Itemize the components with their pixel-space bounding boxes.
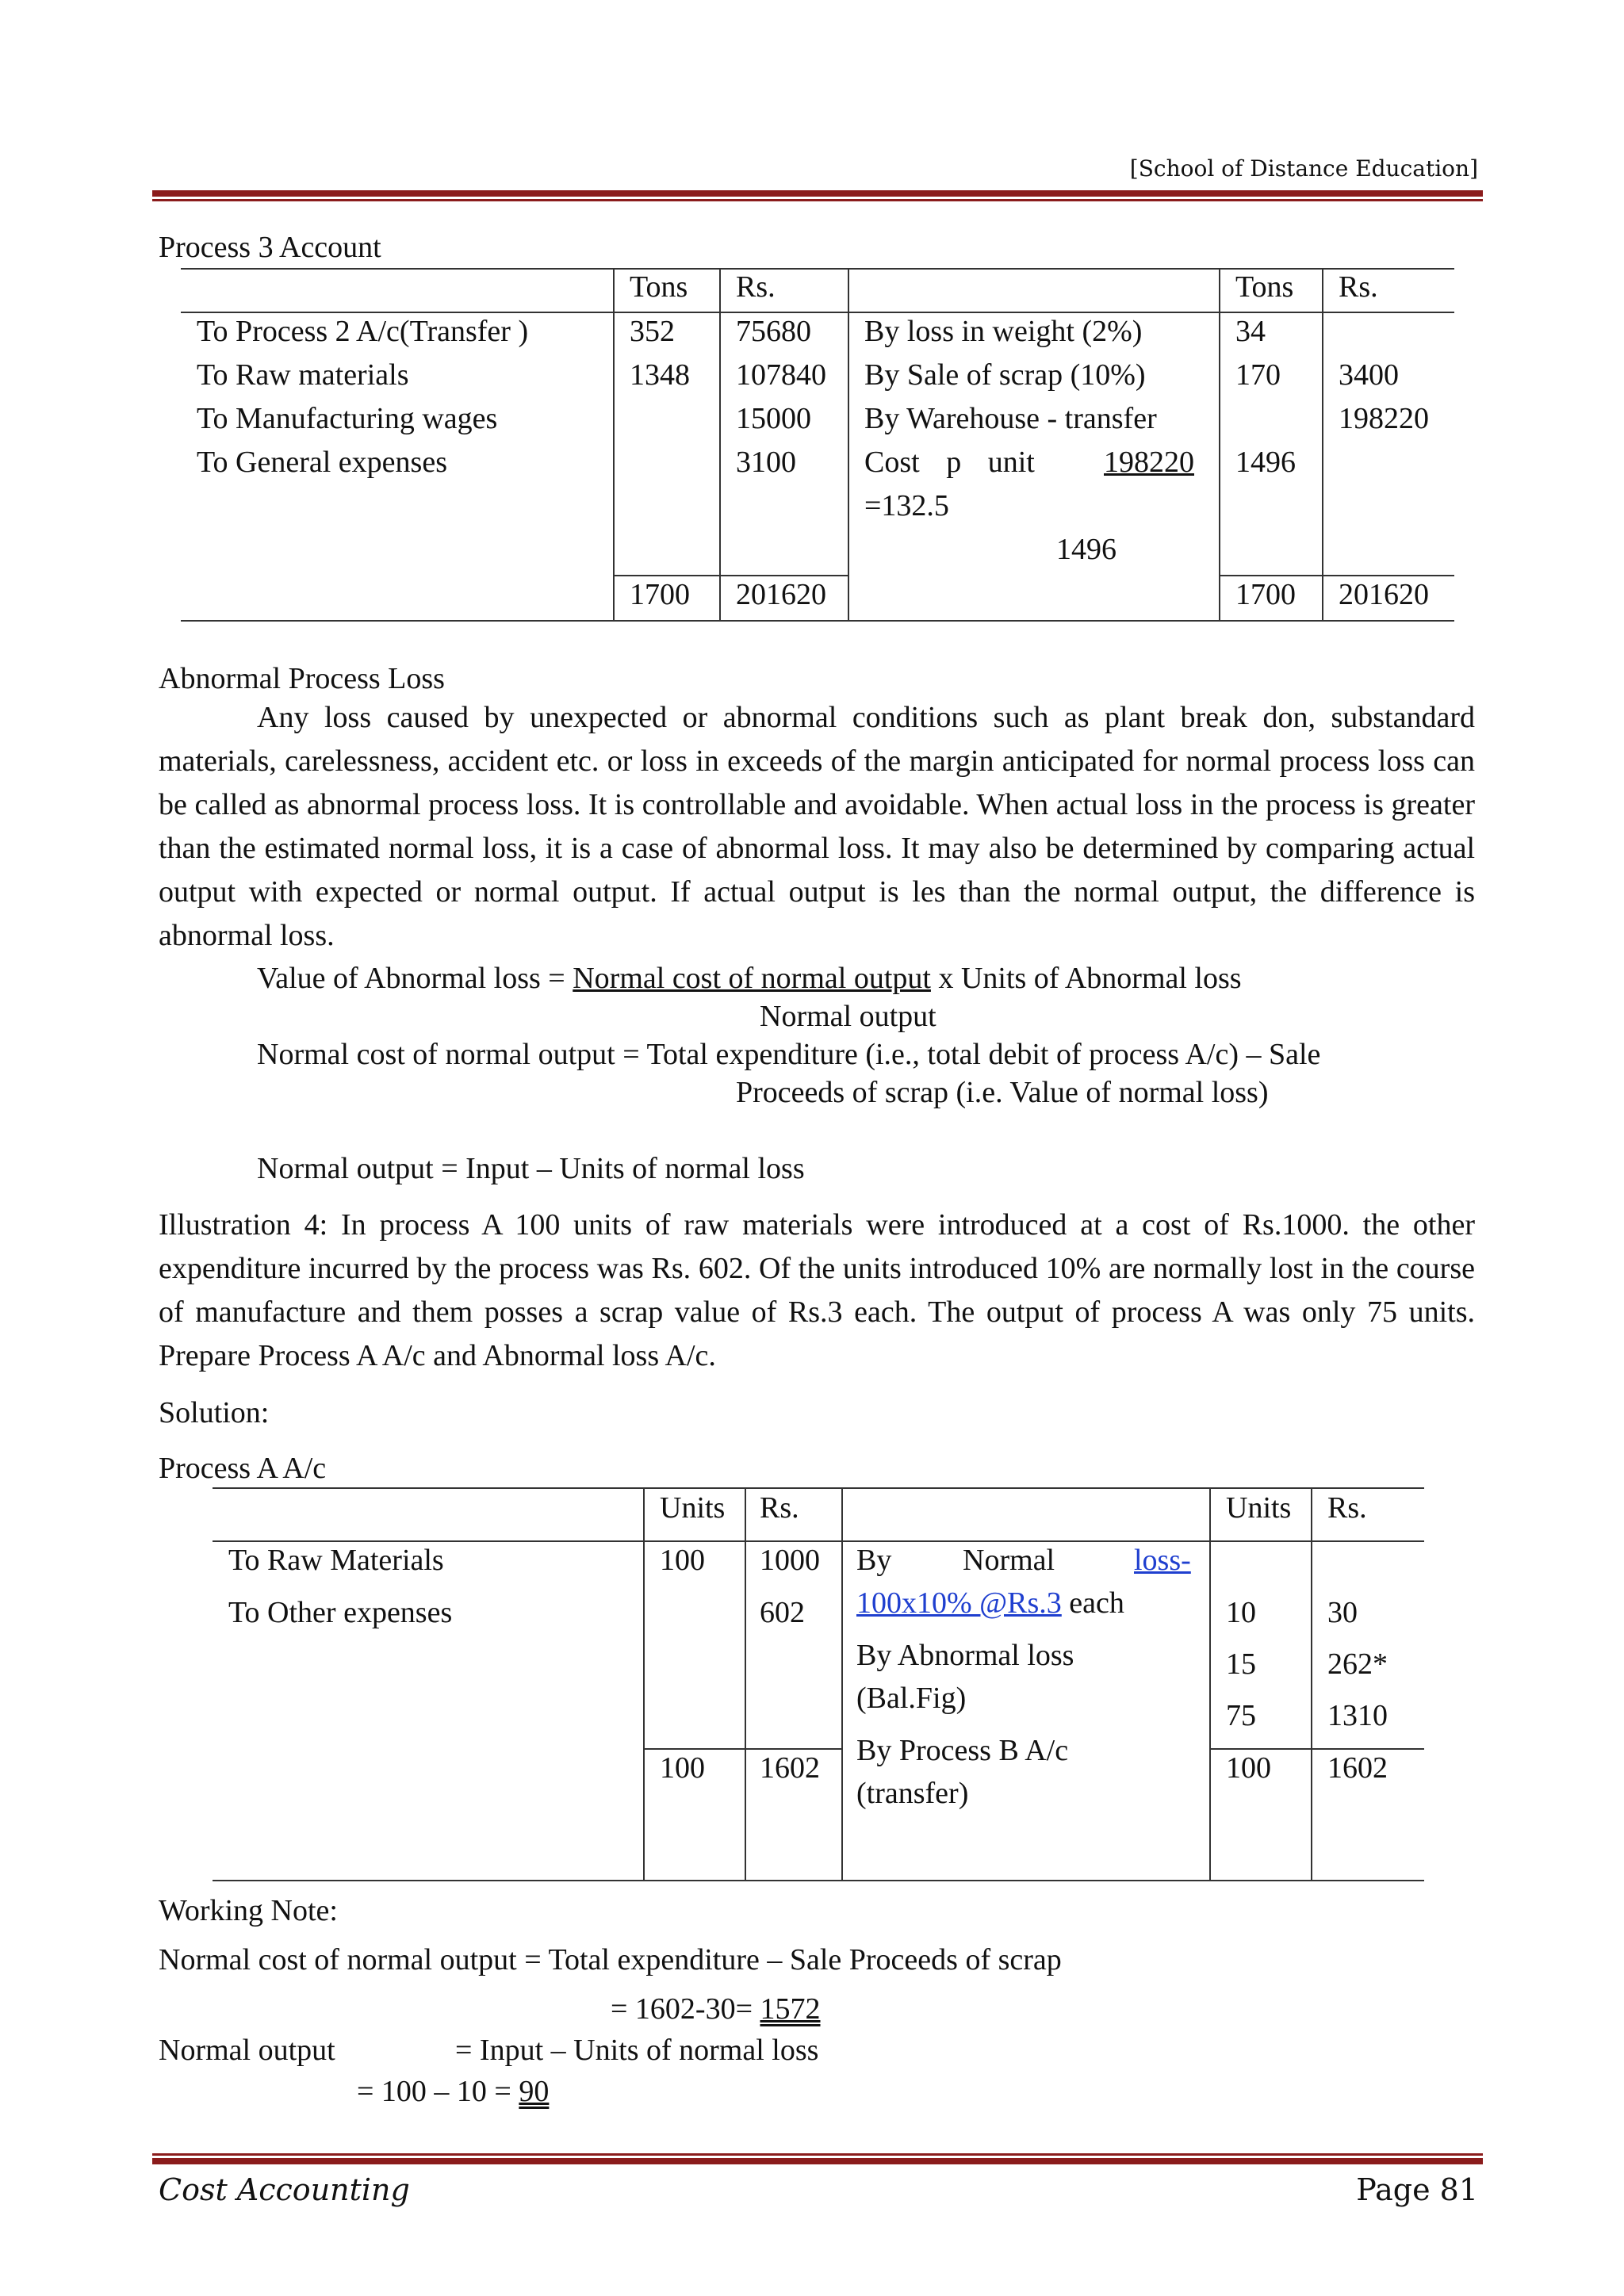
p3-debit-label: To Process 2 A/c(Transfer ) xyxy=(197,315,529,348)
pa-head-rs-cr: Rs. xyxy=(1327,1491,1367,1525)
p3-total-tons-dr: 1700 xyxy=(630,578,690,611)
pa-head-rs-dr: Rs. xyxy=(760,1491,799,1525)
formula1-suffix: x Units of Abnormal loss xyxy=(930,962,1242,995)
processA-title: Process A A/c xyxy=(159,1452,327,1485)
pa-credit-transfer-rs: 1310 xyxy=(1327,1699,1388,1732)
pa-credit-abnormal-line2: (Bal.Fig) xyxy=(856,1682,967,1715)
pa-total-rs-dr: 1602 xyxy=(760,1751,820,1785)
p3-head-rs-dr: Rs. xyxy=(736,270,776,304)
pa-total-units-dr: 100 xyxy=(660,1751,705,1785)
pa-credit-normal-units: 10 xyxy=(1226,1596,1256,1629)
p3-cost-result: =132.5 xyxy=(864,489,949,522)
pa-head-units-cr: Units xyxy=(1226,1491,1292,1525)
working-line1: Normal cost of normal output = Total expenditure – Sale Proceeds of scrap xyxy=(159,1943,1062,1976)
working-line2 xyxy=(611,1992,821,2028)
formula2-line2: Proceeds of scrap (i.e. Value of normal loss) xyxy=(736,1076,1269,1109)
process3-title: Process 3 Account xyxy=(159,231,381,264)
working-line3-rest: = Input – Units of normal loss xyxy=(455,2034,819,2067)
p3-cost-prefix: Cost p unit xyxy=(864,446,1035,479)
p3-total-rs-cr: 201620 xyxy=(1339,578,1429,611)
p3-debit-tons: 1348 xyxy=(630,358,690,392)
working-line2-value: 1572 xyxy=(760,1992,821,2026)
p3-head-tons-dr: Tons xyxy=(630,270,688,304)
working-line3-label: Normal output xyxy=(159,2034,335,2067)
working-line4 xyxy=(357,2074,549,2110)
formula1-numerator: Normal cost of normal output xyxy=(573,962,931,995)
p3-credit-tons: 34 xyxy=(1235,315,1266,348)
illustration-text: Illustration 4: In process A 100 units of raw materials were introduced at a cost of Rs.1000. the other expenditure incurred by the process was Rs. 602. Of the units introduced 10% are normally lost in the course of manufacture and them posses a scrap value of Rs.3 each. The output of process A was only 75 units. Prepare Process A A/c and Abnormal loss A/c. xyxy=(159,1208,1475,1372)
pa-credit-abnormal-rs: 262* xyxy=(1327,1647,1388,1681)
pa-credit-transfer-line1: By Process B A/c xyxy=(856,1734,1069,1767)
p3-debit-label: To Raw materials xyxy=(197,358,409,392)
p3-debit-rs: 75680 xyxy=(736,315,811,348)
p3-debit-label: To General expenses xyxy=(197,446,447,479)
solution-label: Solution: xyxy=(159,1396,270,1429)
formula1-prefix: Value of Abnormal loss = xyxy=(257,962,573,995)
p3-head-rs-cr: Rs. xyxy=(1339,270,1378,304)
p3-debit-label: To Manufacturing wages xyxy=(197,402,498,435)
p3-head-tons-cr: Tons xyxy=(1235,270,1294,304)
p3-credit-rs: 198220 xyxy=(1339,402,1429,435)
footer-rule xyxy=(152,2158,1483,2164)
p3-total-tons-cr: 1700 xyxy=(1235,578,1296,611)
pa-debit-rs: 1000 xyxy=(760,1544,820,1577)
pa-credit-normal: Normal xyxy=(963,1544,1055,1577)
footer-course: Cost Accounting xyxy=(159,2172,410,2207)
p3-credit-label: By Warehouse - transfer xyxy=(864,402,1157,435)
p3-debit-rs: 3100 xyxy=(736,446,796,479)
p3-credit-rs: 3400 xyxy=(1339,358,1399,392)
pa-debit-units: 100 xyxy=(660,1544,705,1577)
pa-credit-by: By xyxy=(856,1544,892,1577)
footer-page: Page 81 xyxy=(1356,2172,1478,2207)
pa-credit-abnormal-line1: By Abnormal loss xyxy=(856,1639,1074,1672)
pa-credit-normal-line2 xyxy=(856,1586,1124,1622)
footer-rule-thin xyxy=(152,2153,1483,2156)
p3-cost-numerator: 198220 xyxy=(1104,446,1194,479)
pa-credit-transfer-line2: (transfer) xyxy=(856,1777,969,1810)
pa-debit-label: To Raw Materials xyxy=(228,1544,444,1577)
pa-credit-transfer-units: 75 xyxy=(1226,1699,1256,1732)
pa-debit-label: To Other expenses xyxy=(228,1596,453,1629)
pa-credit-loss-link[interactable]: loss- xyxy=(1134,1544,1191,1577)
working-line4-value: 90 xyxy=(519,2075,550,2108)
pa-head-units-dr: Units xyxy=(660,1491,726,1525)
abnormal-paragraph-text: Any loss caused by unexpected or abnormal conditions such as plant break don, substandard materials, carelessness, accident etc. or loss in exceeds of the margin anticipated for normal process loss can be called as abnormal process loss. It is controllable and avoidable. When actual loss in the process is greater than the estimated normal loss, it is a case of abnormal loss. It may also be determined by comparing actual output with expected or normal output. If actual output is les than the normal output, the difference is abnormal loss. xyxy=(159,701,1475,952)
header-org: [School of Distance Education] xyxy=(1129,155,1478,182)
p3-cost-tons: 1496 xyxy=(1235,446,1296,479)
p3-credit-label: By Sale of scrap (10%) xyxy=(864,358,1146,392)
pa-credit-rate-link[interactable]: 100x10% @Rs.3 xyxy=(856,1586,1062,1620)
formula1-denominator: Normal output xyxy=(760,1000,936,1033)
pa-total-units-cr: 100 xyxy=(1226,1751,1271,1785)
working-title: Working Note: xyxy=(159,1894,338,1927)
p3-debit-rs: 107840 xyxy=(736,358,826,392)
p3-debit-tons: 352 xyxy=(630,315,675,348)
p3-credit-label: By loss in weight (2%) xyxy=(864,315,1143,348)
abnormal-heading: Abnormal Process Loss xyxy=(159,662,445,695)
pa-credit-each: each xyxy=(1061,1586,1124,1620)
p3-debit-rs: 15000 xyxy=(736,402,811,435)
pa-debit-rs: 602 xyxy=(760,1596,805,1629)
working-line4-prefix: = 100 – 10 = xyxy=(357,2075,519,2108)
formula2-line1: Normal cost of normal output = Total expenditure (i.e., total debit of process A/c) – Sale xyxy=(257,1038,1321,1071)
pa-credit-abnormal-units: 15 xyxy=(1226,1647,1256,1681)
pa-credit-normal-rs: 30 xyxy=(1327,1596,1358,1629)
p3-cost-denominator: 1496 xyxy=(1056,533,1116,566)
p3-total-rs-dr: 201620 xyxy=(736,578,826,611)
pa-total-rs-cr: 1602 xyxy=(1327,1751,1388,1785)
formula3: Normal output = Input – Units of normal loss xyxy=(257,1152,805,1185)
working-line2-prefix: = 1602-30= xyxy=(611,1992,760,2026)
p3-credit-tons: 170 xyxy=(1235,358,1281,392)
